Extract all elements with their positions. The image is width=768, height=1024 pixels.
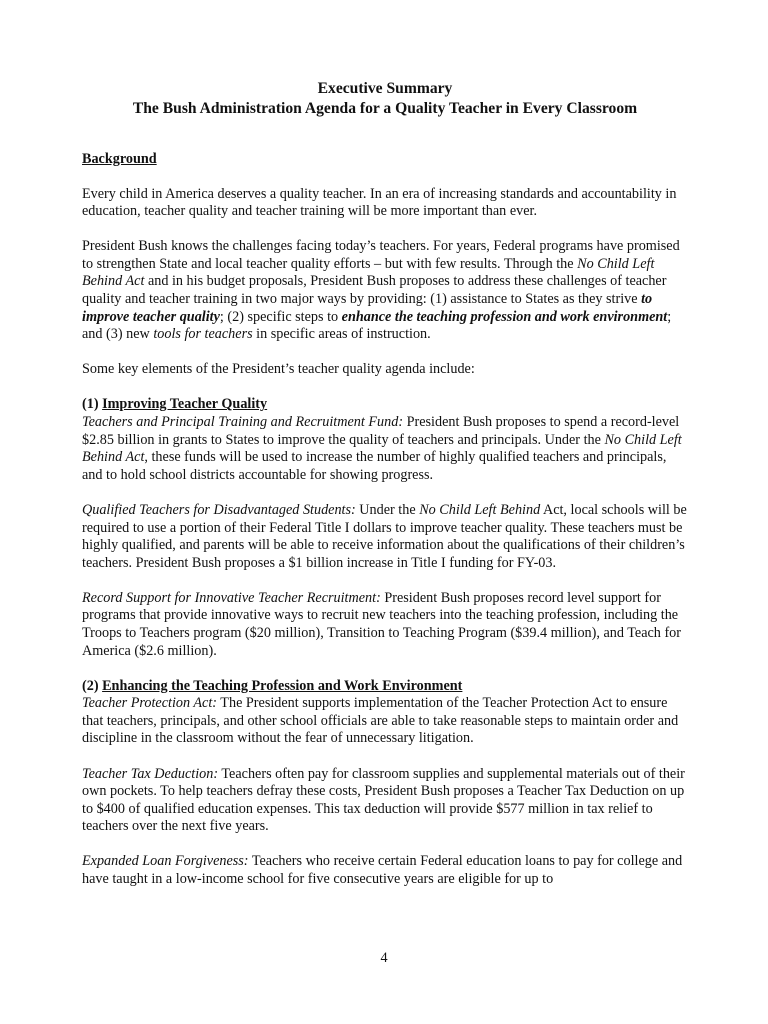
section-2-heading: (2) Enhancing the Teaching Profession and Work Environment [82, 677, 463, 694]
background-paragraph-2: President Bush knows the challenges facing today’s teachers. For years, Federal programs have promised to strengthen State and local teacher quality efforts – but with few results. Through the No Child Left Behind Act and in his budget proposals, President Bush proposes to address these challenges of teacher quality and teacher training in two major ways by providing: (1) assistance to States as they strive to improve teacher quality; (2) specific steps to enhance the teaching profession and work environment; and (3) new tools for teachers in specific areas of instruction. [82, 238, 680, 343]
section-1-item-disadvantaged: Qualified Teachers for Disadvantaged Students: Under the No Child Left Behind Act, local schools will be required to use a portion of their Federal Title I dollars to improve teacher quality. These teachers must be highly qualified, and parents will be able to receive information about the qualifications of their children’s teachers. President Bush proposes a $1 billion increase in Title I funding for FY-03. [82, 501, 687, 571]
page-number: 4 [380, 950, 388, 966]
section-1-heading: (1) Improving Teacher Quality [82, 396, 268, 413]
summary-title: Executive Summary [317, 80, 453, 97]
document-body [82, 79, 688, 906]
section-2-item-protection-act: Teacher Protection Act: The President supports implementation of the Teacher Protection Act to ensure that teachers, principals, and other school officials are able to take reasonable steps to maintain order and discipline in the classroom without the fear of unnecessary litigation. [82, 695, 679, 747]
section-2-item-loan-forgiveness: Expanded Loan Forgiveness: Teachers who receive certain Federal education loans to pay for college and have taught in a low-income school for five consecutive years are eligible for up to [82, 853, 683, 887]
section-1-item-training-fund: Teachers and Principal Training and Recruitment Fund: President Bush proposes to spend a record-level $2.85 billion in grants to States to improve the quality of teachers and principals. Under the No Child Left Behind Act, these funds will be used to increase the number of highly qualified teachers and principals, and to hold school districts accountable for showing progress. [82, 414, 682, 483]
background-paragraph-1: Every child in America deserves a quality teacher. In an era of increasing standards and accountability in education, teacher quality and teacher training will be more important than ever. [82, 185, 677, 220]
section-2-item-tax-deduction: Teacher Tax Deduction: Teachers often pay for classroom supplies and supplemental materials out of their own pockets. To help teachers defray these costs, President Bush proposes a Teacher Tax Deduction on up to $400 of qualified education expenses. This tax deduction will provide $577 million in tax relief to teachers over the next five years. [82, 765, 685, 835]
agenda-title: The Bush Administration Agenda for a Quality Teacher in Every Classroom [132, 100, 638, 117]
background-heading: Background [82, 151, 157, 167]
background-paragraph-3: Some key elements of the President’s teacher quality agenda include: [82, 361, 475, 378]
section-1-item-recruitment: Record Support for Innovative Teacher Recruitment: President Bush proposes record level support for programs that provide innovative ways to recruit new teachers into the teaching profession, including the Troops to Teachers program ($20 million), Transition to Teaching Program ($39.4 million), and Teach for America ($2.6 million). [82, 589, 681, 659]
